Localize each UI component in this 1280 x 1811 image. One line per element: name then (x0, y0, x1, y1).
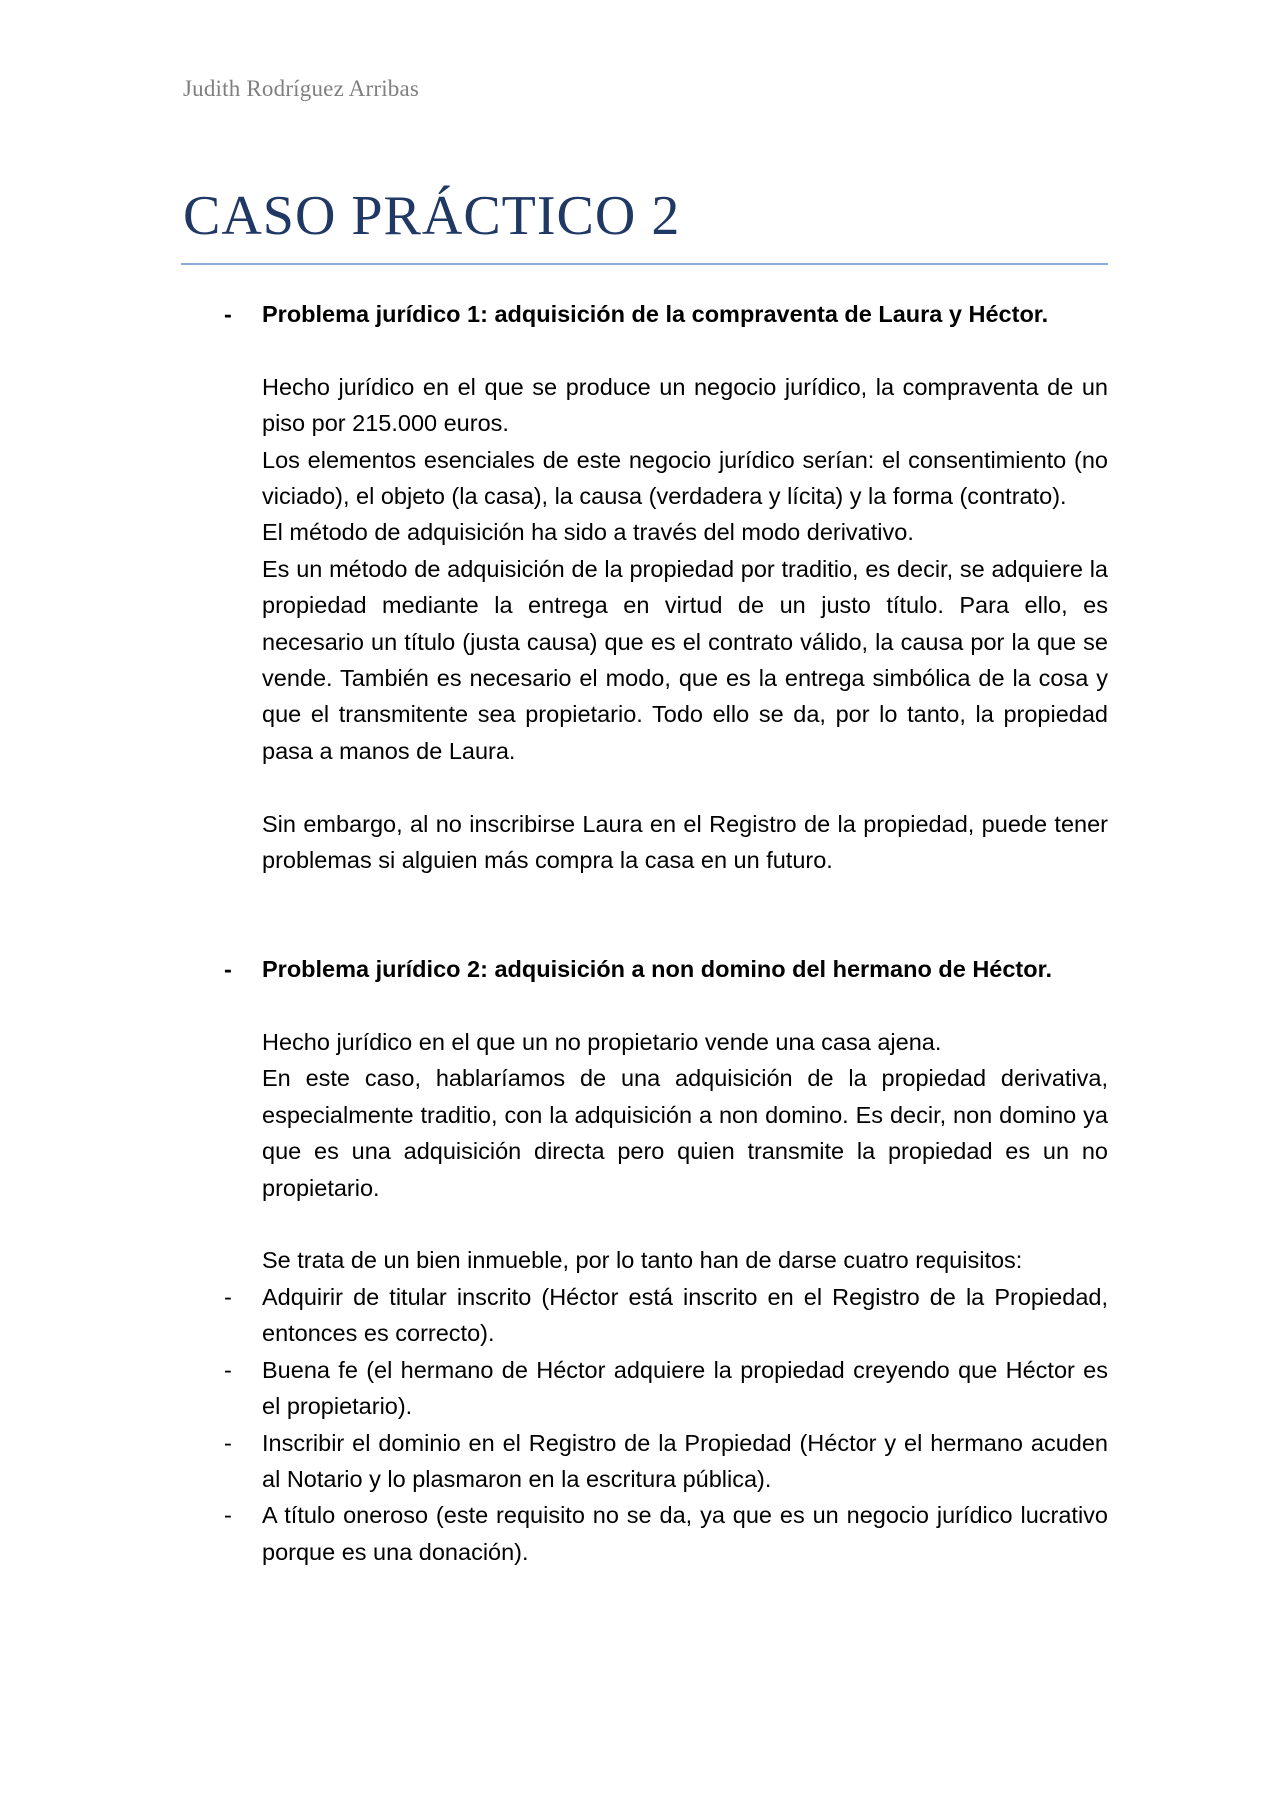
problem-2-heading-text: Problema jurídico 2: adquisición a non domino del hermano de Héctor. (262, 956, 1052, 983)
header-author: Judith Rodríguez Arribas (183, 76, 420, 101)
document-body (224, 296, 1108, 1570)
dash-bullet: - (224, 956, 232, 983)
problem-1-heading-text: Problema jurídico 1: adquisición de la compraventa de Laura y Héctor. (262, 301, 1049, 327)
requirement-item (224, 1425, 1108, 1498)
title-divider (181, 263, 1108, 265)
requirement-text: Adquirir de titular inscrito (Héctor está inscrito en el Registro de la Propiedad, entonces es correcto). (262, 1283, 1108, 1347)
requirement-item (224, 1352, 1108, 1425)
problem-1-paragraph: El método de adquisición ha sido a través del modo derivativo. (262, 519, 914, 546)
problem-1-closing: Sin embargo, al no inscribirse Laura en el Registro de la propiedad, puede tener problemas si alguien más compra la casa en un futuro. (262, 810, 1108, 874)
problem-2-paragraph: En este caso, hablaríamos de una adquisición de la propiedad derivativa, especialmente traditio, con la adquisición a non domino. Es decir, non domino ya que es una adquisición directa pero quien transmite la propiedad es un no propietario. (262, 1065, 1108, 1201)
dash-bullet: - (224, 301, 232, 327)
problem-1-heading (224, 296, 1108, 332)
requirements-intro: Se trata de un bien inmueble, por lo tanto han de darse cuatro requisitos: (262, 1247, 1023, 1274)
requirement-text: Inscribir el dominio en el Registro de la Propiedad (Héctor y el hermano acuden al Notario y lo plasmaron en la escritura pública). (262, 1429, 1108, 1492)
requirement-text: A título oneroso (este requisito no se da, ya que es un negocio jurídico lucrativo porque es una donación). (262, 1502, 1108, 1565)
problem-2-paragraph: Hecho jurídico en el que un no propietario vende una casa ajena. (262, 1029, 942, 1056)
dash-bullet: - (224, 1356, 232, 1383)
requirement-text: Buena fe (el hermano de Héctor adquiere la propiedad creyendo que Héctor es el propietario). (262, 1356, 1108, 1420)
dash-bullet: - (224, 1283, 232, 1310)
dash-bullet: - (224, 1429, 232, 1456)
problem-1-paragraph: Es un método de adquisición de la propiedad por traditio, es decir, se adquiere la propiedad mediante la entrega en virtud de un justo título. Para ello, es necesario un título (justa causa) que es el contrato válido, la causa por la que se vende. También es necesario el modo, que es la entrega simbólica de la cosa y que el transmitente sea propietario. Todo ello se da, por lo tanto, la propiedad pasa a manos de Laura. (262, 555, 1108, 764)
problem-2-heading (224, 951, 1108, 987)
requirement-item (224, 1497, 1108, 1570)
requirement-item (224, 1279, 1108, 1352)
dash-bullet: - (224, 1502, 232, 1529)
problem-1-paragraph: Hecho jurídico en el que se produce un negocio jurídico, la compraventa de un piso por 215.000 euros. (262, 373, 1108, 437)
problem-1-paragraph: Los elementos esenciales de este negocio jurídico serían: el consentimiento (no viciado), el objeto (la casa), la causa (verdadera y lícita) y la forma (contrato). (262, 446, 1108, 510)
page-title: CASO PRÁCTICO 2 (183, 185, 681, 247)
